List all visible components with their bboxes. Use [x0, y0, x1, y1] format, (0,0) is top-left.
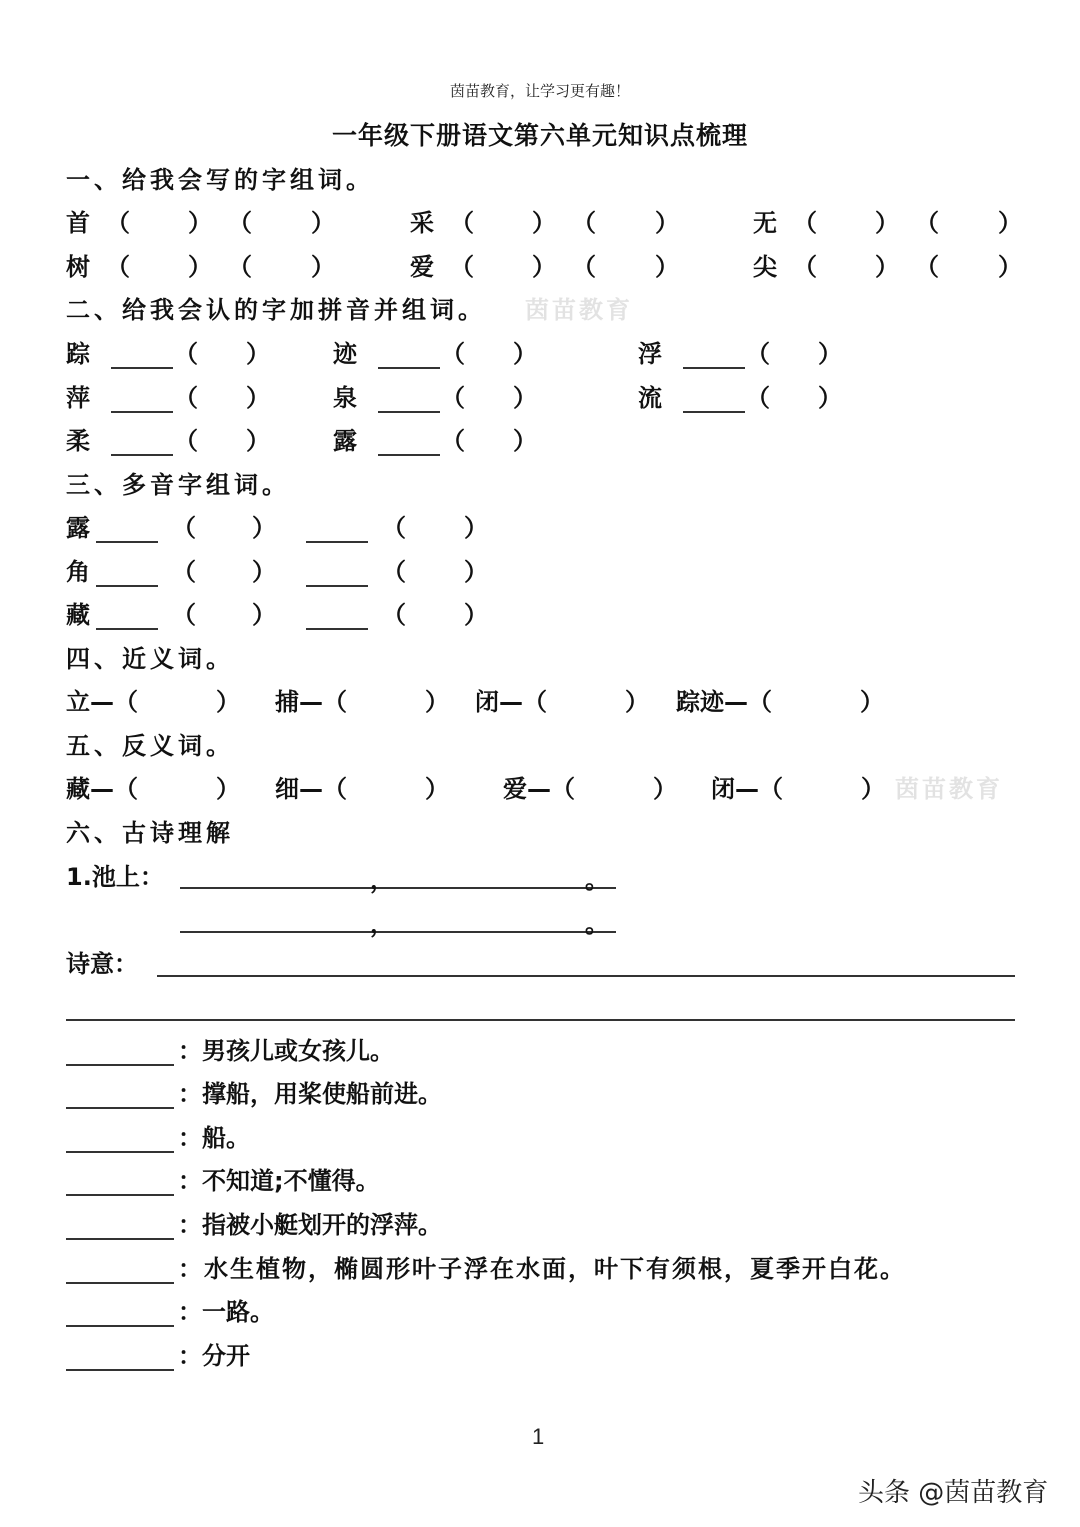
poem-line-1-blank	[180, 887, 616, 889]
paren-open: （	[746, 384, 770, 412]
char: 踪	[66, 340, 90, 368]
pinyin-blank	[378, 454, 440, 456]
synonym-prompt: 闭—（	[475, 688, 547, 716]
char: 萍	[66, 384, 90, 412]
antonym-prompt: 闭—（	[711, 775, 783, 803]
watermark: 茵苗教育	[895, 775, 1003, 803]
pinyin-item	[638, 334, 858, 370]
definition-text: ：不知道;不懂得。	[178, 1167, 380, 1195]
paren-close: ）	[188, 253, 212, 281]
char: 无	[753, 209, 777, 237]
paren-close: ）	[532, 209, 556, 237]
comma: ，	[370, 910, 394, 938]
paren-open: （	[174, 427, 198, 455]
definition-text: ：分开	[178, 1342, 250, 1370]
word-blank	[96, 585, 158, 587]
paren-open: （	[106, 209, 130, 237]
paren-close: ）	[216, 688, 240, 716]
antonym-item	[275, 769, 449, 804]
pinyin-blank	[111, 411, 173, 413]
word-blank	[96, 541, 158, 543]
paren-close: ）	[513, 340, 537, 368]
pinyin-item	[638, 378, 858, 414]
paren-open: （	[106, 253, 130, 281]
paren-open: （	[441, 340, 465, 368]
pinyin-blank	[683, 367, 745, 369]
section-5-heading: 五、反义词。	[66, 732, 234, 760]
paren-open: （	[228, 209, 252, 237]
paren-close: ）	[464, 514, 488, 542]
polyphone-item	[66, 508, 486, 544]
paren-open: （	[450, 209, 474, 237]
pinyin-blank	[111, 454, 173, 456]
polyphone-item	[66, 552, 486, 588]
pinyin-item	[333, 334, 553, 370]
page-number: 1	[532, 1424, 545, 1449]
definition-text: ：指被小艇划开的浮萍。	[178, 1211, 442, 1239]
antonym-item	[503, 769, 677, 804]
paren-open: （	[174, 384, 198, 412]
meaning-blank-1	[157, 975, 1015, 977]
pinyin-item	[66, 334, 286, 370]
antonym-prompt: 爱—（	[503, 775, 575, 803]
synonym-item	[275, 682, 449, 717]
paren-open: （	[172, 514, 196, 542]
word-blank	[306, 541, 368, 543]
header-slogan: 茵苗教育，让学习更有趣！	[449, 82, 630, 100]
pinyin-blank	[683, 411, 745, 413]
char: 迹	[333, 340, 357, 368]
paren-close: ）	[998, 253, 1022, 281]
paren-open: （	[746, 340, 770, 368]
char: 首	[66, 209, 90, 237]
char: 露	[66, 514, 90, 542]
synonym-prompt: 立—（	[66, 688, 138, 716]
antonym-prompt: 藏—（	[66, 775, 138, 803]
paren-close: ）	[513, 384, 537, 412]
paren-close: ）	[875, 253, 899, 281]
paren-open: （	[915, 253, 939, 281]
polyphone-item	[66, 595, 486, 631]
paren-close: ）	[655, 209, 679, 237]
comma: ，	[370, 866, 394, 894]
term-blank	[66, 1238, 174, 1240]
word-blank	[306, 628, 368, 630]
paren-close: ）	[532, 253, 556, 281]
meaning-blank-2	[66, 1019, 1015, 1021]
word-item	[410, 247, 679, 282]
paren-close: ）	[188, 209, 212, 237]
antonym-item	[711, 769, 885, 804]
period: 。	[585, 866, 609, 894]
paren-open: （	[172, 558, 196, 586]
char: 树	[66, 253, 90, 281]
paren-open: （	[228, 253, 252, 281]
word-blank	[306, 585, 368, 587]
paren-close: ）	[425, 688, 449, 716]
word-item	[753, 247, 1022, 282]
synonym-item	[676, 682, 884, 717]
char: 采	[410, 209, 434, 237]
paren-close: ）	[311, 253, 335, 281]
watermark: 茵苗教育	[525, 296, 633, 324]
paren-close: ）	[655, 253, 679, 281]
term-blank	[66, 1369, 174, 1371]
poem-line-2-blank	[180, 931, 616, 933]
word-blank	[96, 628, 158, 630]
paren-close: ）	[625, 688, 649, 716]
term-blank	[66, 1064, 174, 1066]
paren-open: （	[793, 253, 817, 281]
section-4-heading: 四、近义词。	[66, 645, 234, 673]
paren-open: （	[441, 384, 465, 412]
paren-close: ）	[818, 340, 842, 368]
term-blank	[66, 1151, 174, 1153]
term-blank	[66, 1194, 174, 1196]
paren-close: ）	[246, 384, 270, 412]
char: 藏	[66, 601, 90, 629]
term-blank	[66, 1325, 174, 1327]
paren-open: （	[382, 514, 406, 542]
synonym-prompt: 踪迹—（	[676, 688, 772, 716]
meaning-label: 诗意：	[66, 950, 138, 978]
paren-close: ）	[513, 427, 537, 455]
paren-close: ）	[464, 601, 488, 629]
definition-text: ：水生植物，椭圆形叶子浮在水面，叶下有须根，夏季开白花。	[178, 1255, 906, 1283]
char: 泉	[333, 384, 357, 412]
paren-close: ）	[252, 601, 276, 629]
paren-open: （	[172, 601, 196, 629]
pinyin-item	[66, 421, 286, 457]
paren-close: ）	[861, 775, 885, 803]
section-1-heading: 一、给我会写的字组词。	[66, 166, 374, 194]
synonym-item	[475, 682, 649, 717]
term-blank	[66, 1282, 174, 1284]
definition-text: ：船。	[178, 1124, 250, 1152]
pinyin-blank	[378, 411, 440, 413]
pinyin-blank	[111, 367, 173, 369]
antonym-item	[66, 769, 240, 804]
word-item	[66, 247, 335, 282]
paren-close: ）	[875, 209, 899, 237]
paren-close: ）	[246, 427, 270, 455]
char: 柔	[66, 427, 90, 455]
paren-close: ）	[216, 775, 240, 803]
paren-open: （	[174, 340, 198, 368]
pinyin-item	[333, 421, 553, 457]
pinyin-item	[66, 378, 286, 414]
term-blank	[66, 1107, 174, 1109]
poem-label: 1.池上：	[66, 863, 164, 891]
word-item	[66, 203, 335, 238]
paren-open: （	[793, 209, 817, 237]
antonym-prompt: 细—（	[275, 775, 347, 803]
paren-close: ）	[246, 340, 270, 368]
char: 角	[66, 558, 90, 586]
word-item	[410, 203, 679, 238]
char: 露	[333, 427, 357, 455]
paren-close: ）	[818, 384, 842, 412]
paren-open: （	[915, 209, 939, 237]
paren-close: ）	[311, 209, 335, 237]
paren-close: ）	[653, 775, 677, 803]
paren-open: （	[572, 253, 596, 281]
footer-credit: 头条 @茵苗教育	[858, 1478, 1049, 1508]
section-2-heading: 二、给我会认的字加拼音并组词。	[66, 296, 486, 324]
char: 尖	[753, 253, 777, 281]
word-item	[753, 203, 1022, 238]
paren-close: ）	[860, 688, 884, 716]
page-title: 一年级下册语文第六单元知识点梳理	[331, 121, 748, 150]
definition-text: ：撑船，用桨使船前进。	[178, 1080, 442, 1108]
definition-text: ：男孩儿或女孩儿。	[178, 1037, 394, 1065]
pinyin-item	[333, 378, 553, 414]
paren-open: （	[572, 209, 596, 237]
paren-close: ）	[998, 209, 1022, 237]
char: 流	[638, 384, 662, 412]
paren-close: ）	[425, 775, 449, 803]
definition-text: ：一路。	[178, 1298, 274, 1326]
period: 。	[585, 910, 609, 938]
pinyin-blank	[378, 367, 440, 369]
paren-open: （	[450, 253, 474, 281]
synonym-item	[66, 682, 240, 717]
char: 爱	[410, 253, 434, 281]
section-6-heading: 六、古诗理解	[66, 819, 234, 847]
paren-open: （	[382, 601, 406, 629]
synonym-prompt: 捕—（	[275, 688, 347, 716]
paren-close: ）	[252, 514, 276, 542]
paren-open: （	[441, 427, 465, 455]
section-3-heading: 三、多音字组词。	[66, 471, 290, 499]
paren-open: （	[382, 558, 406, 586]
paren-close: ）	[252, 558, 276, 586]
paren-close: ）	[464, 558, 488, 586]
char: 浮	[638, 340, 662, 368]
